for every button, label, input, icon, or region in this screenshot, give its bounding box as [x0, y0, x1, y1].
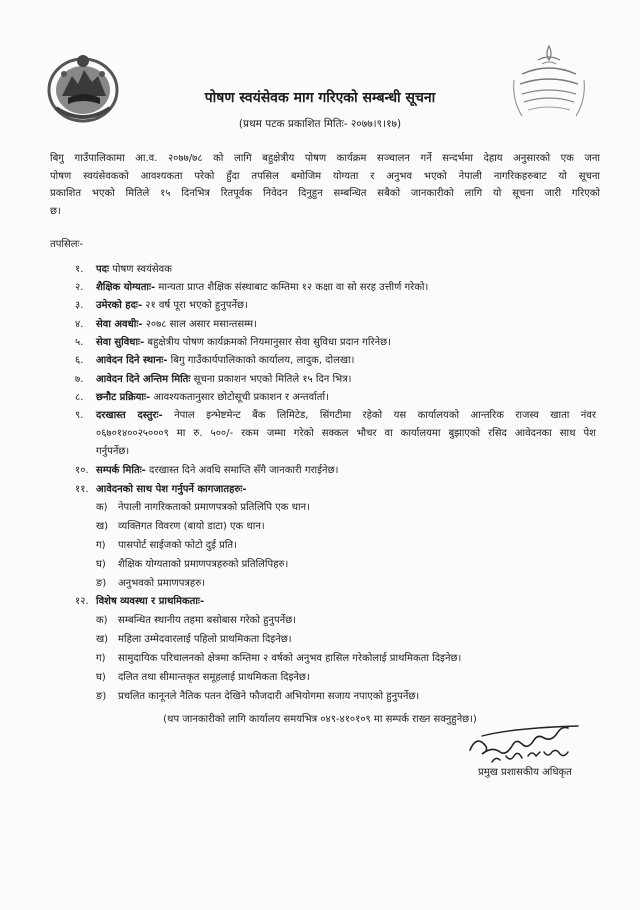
intro-paragraph: [50, 150, 600, 220]
item-text: ०६७०१४००२५०००९ मा रु. ५००/- रकम जम्मा गरेको सक्कल भौचर वा कार्यालयमा बुझाएको रसिद आवेदनका साथ पेश: [96, 428, 596, 439]
item-text: आवश्यकतानुसार छोटोसूची प्रकाशन र अन्तर्वार्ता।: [150, 392, 329, 403]
item-number: ९.: [75, 410, 84, 421]
sub-item-text: पासपोर्ट साईजको फोटो दुई प्रति।: [118, 540, 237, 551]
sub-item-number: क): [96, 502, 108, 513]
intro-line: प्रकाशित भएको मितिले १५ दिनभित्र रितपूर्वक निवेदन दिनुहुन सम्बन्धित सबैको जानकारीको लागि यो सूचना जारी गरिएको: [50, 188, 600, 199]
sub-item-text: नेपाली नागरिकताको प्रमाणपत्रको प्रतिलिपि एक थान।: [118, 502, 310, 513]
item-label: दरखास्त दस्तुरः-: [96, 410, 163, 421]
sub-item-number: ङ): [96, 578, 107, 589]
sub-item-number: ग): [96, 540, 106, 551]
sub-item-number: ख): [96, 634, 109, 645]
item-text: मान्यता प्राप्त शैक्षिक संस्थाबाट कम्तिमा १२ कक्षा वा सो सरह उत्तीर्ण गरेको।: [155, 282, 429, 293]
sub-item-text: शैक्षिक योग्यताको प्रमाणपत्रहरुको प्रतिलिपिहरु।: [118, 559, 289, 570]
sub-item-text: दलित तथा सीमान्तकृत समूहलाई प्राथमिकता दिइनेछ।: [118, 672, 310, 683]
sub-item-text: प्रचलित कानूनले नैतिक पतन देखिने फौजदारी अभियोगमा सजाय नपाएको हुनुपर्नेछ।: [118, 691, 420, 702]
item-text: सूचना प्रकाशन भएको मितिले १५ दिन भित्र।: [190, 374, 352, 385]
intro-line: पोषण स्वयंसेवकको आवश्यकता परेको हुँदा तपसिल बमोजिम योग्यता र अनुभव भएको नेपाली नागरिकहरुबाट यो सूचना: [50, 170, 600, 182]
sub-item-text: व्यक्तिगत विवरण (बायो डाटा) एक थान।: [118, 521, 265, 532]
item-number: ४.: [75, 319, 84, 330]
item-number: २.: [75, 282, 84, 293]
sub-item-text: सम्बन्धित स्थानीय तहमा बसोबास गरेको हुनुपर्नेछ।: [118, 615, 297, 626]
list-heading: तपसिलः-: [50, 239, 84, 250]
item-text: बहुक्षेत्रीय पोषण कार्यक्रमको नियमानुसार सेवा सुविधा प्रदान गरिनेछ।: [144, 337, 391, 348]
item-label: सेवा सुविधाः-: [96, 337, 145, 348]
sub-item-number: क): [96, 615, 108, 626]
sub-item-number: ग): [96, 653, 106, 664]
item-number: १.: [75, 264, 84, 275]
item-number: ३.: [75, 300, 84, 311]
nepal-emblem-icon: [42, 46, 124, 128]
sub-item-number: घ): [96, 672, 106, 683]
item-text: गर्नुपर्नेछ।: [96, 446, 130, 457]
intro-line: छ।: [50, 205, 61, 217]
item-label: विशेष व्यवस्था र प्राथमिकताः-: [96, 596, 205, 607]
item-number: १२.: [75, 596, 89, 607]
item-number: ७.: [75, 374, 84, 385]
office-seal-icon: [508, 40, 590, 124]
sub-item-text: महिला उम्मेदवारलाई पहिलो प्राथमिकता दिइनेछ।: [118, 634, 292, 645]
signatory-title: प्रमुख प्रशासकीय अधिकृत: [478, 767, 572, 778]
sub-item-text: अनुभवको प्रमाणपत्रहरु।: [118, 578, 205, 589]
item-label: उमेरको हदः-: [96, 300, 143, 311]
publication-date: (प्रथम पटक प्रकाशित मितिः- २०७७।९।१७): [238, 118, 402, 130]
item-label: आवेदन दिने स्थानः-: [96, 355, 168, 366]
item-number: ६.: [75, 355, 84, 366]
item-number: १०.: [75, 465, 89, 476]
intro-line: बिगु गाउँपालिकामा आ.व. २०७७/७८ को लागि बहुक्षेत्रीय पोषण कार्यक्रम सञ्चालन गर्ने सन्दर्भमा देहाय अनुसारको एक जना: [50, 153, 600, 164]
item-text: पोषण स्वयंसेवक: [109, 264, 172, 275]
sub-item-number: घ): [96, 559, 106, 570]
item-number: ११.: [75, 484, 89, 495]
item-text: २१ वर्ष पूरा भएको हुनुपर्नेछ।: [142, 300, 248, 311]
contact-note: (थप जानकारीको लागि कार्यालय समयभित्र ०४९-४१०१०९ मा सम्पर्क राख्न सक्नुहुनेछ।): [163, 714, 477, 725]
item-label: आवेदन दिने अन्तिम मितिः: [96, 374, 191, 385]
page-title: पोषण स्वयंसेवक माग गरिएको सम्बन्धी सूचना: [204, 90, 436, 106]
item-text: नेपाल इन्भेष्टमेन्ट बैंक लिमिटेड, सिंगटीमा रहेको यस कार्यालयको आन्तरिक राजस्व खाता नंवर: [162, 410, 596, 421]
item-text: २०७८ साल असार मसान्तसम्म।: [142, 319, 257, 330]
sub-item-number: ख): [96, 521, 109, 532]
item-label: सेवा अवधीः-: [96, 319, 143, 330]
item-number: ५.: [75, 337, 84, 348]
sub-item-number: ङ): [96, 691, 107, 702]
item-number: ८.: [75, 392, 84, 403]
item-text: बिगु गाउँकार्यपालिकाको कार्यालय, लादुक, दोलखा।: [167, 355, 355, 366]
item-label: शैक्षिक योग्यताः-: [96, 282, 156, 293]
item-text: दरखास्त दिने अवधि समाप्ति सँगै जानकारी गराईनेछ।: [145, 465, 339, 476]
signature-icon: [462, 720, 592, 768]
item-label: छनौट प्रक्रियाः-: [96, 392, 151, 403]
item-label: सम्पर्क मितिः-: [96, 465, 146, 476]
sub-item-text: सामुदायिक परिचालनको क्षेत्रमा कम्तिमा २ वर्षको अनुभव हासिल गरेकोलाई प्राथमिकता दिइनेछ।: [118, 653, 462, 664]
item-label: पदः: [96, 264, 110, 275]
item-label: आवेदनको साथ पेश गर्नुपर्ने कागजातहरुः-: [96, 484, 247, 495]
